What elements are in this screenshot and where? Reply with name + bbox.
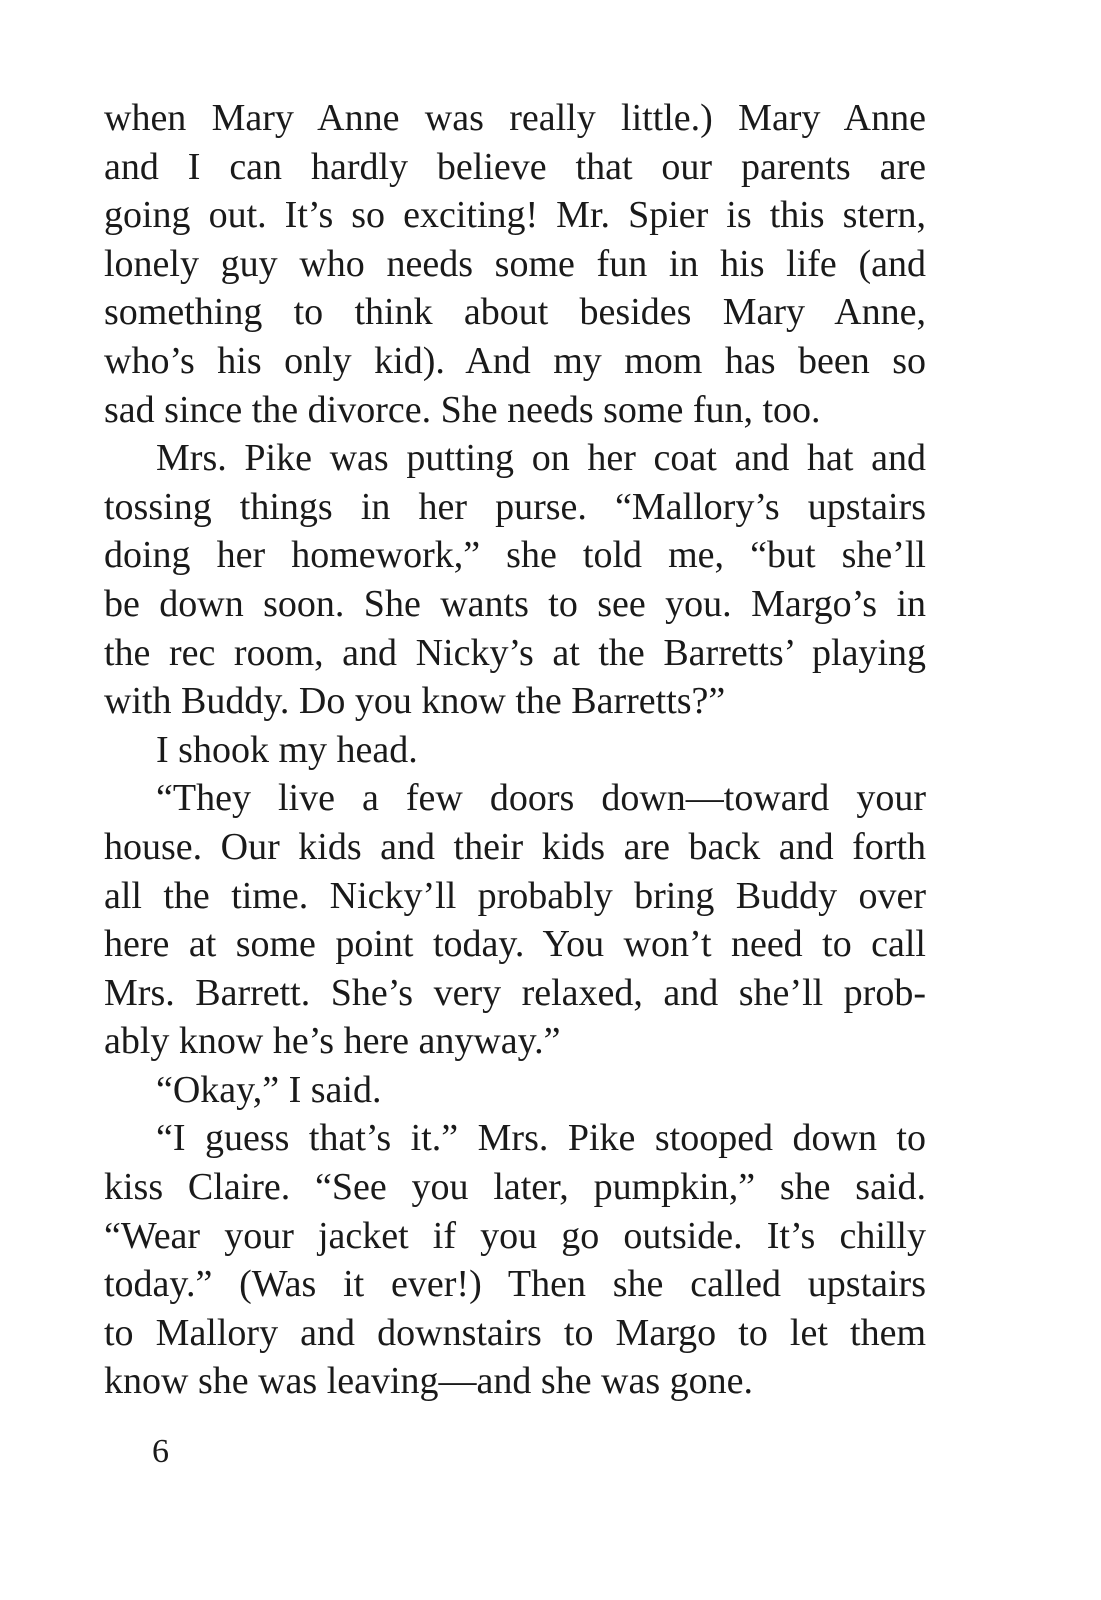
text-line: all the time. Nicky’ll probably bring Buddy over <box>104 874 926 917</box>
body-text <box>104 94 926 1406</box>
text-line: “I guess that’s it.” Mrs. Pike stooped down to <box>156 1117 926 1160</box>
text-line: going out. It’s so exciting! Mr. Spier is this stern, <box>104 194 926 237</box>
text-line: Mrs. Pike was putting on her coat and hat and <box>156 437 926 480</box>
text-line: I shook my head. <box>156 728 418 771</box>
text-line: something to think about besides Mary Anne, <box>104 291 926 334</box>
text-line: “Okay,” I said. <box>156 1068 382 1111</box>
page-number: 6 <box>152 1433 169 1470</box>
text-line: kiss Claire. “See you later, pumpkin,” she said. <box>104 1166 926 1209</box>
text-line: when Mary Anne was really little.) Mary Anne <box>104 97 926 139</box>
text-line: here at some point today. You won’t need to call <box>104 923 926 966</box>
text-line: the rec room, and Nicky’s at the Barretts’ playing <box>104 631 926 674</box>
text-line: be down soon. She wants to see you. Margo’s in <box>104 582 926 625</box>
text-line: doing her homework,” she told me, “but she’ll <box>104 534 926 577</box>
text-line: “Wear your jacket if you go outside. It’s chilly <box>104 1214 926 1257</box>
text-line: with Buddy. Do you know the Barretts?” <box>104 680 726 723</box>
text-line: know she was leaving—and she was gone. <box>104 1360 754 1403</box>
text-line: “They live a few doors down—toward your <box>156 777 926 820</box>
text-line: tossing things in her purse. “Mallory’s upstairs <box>104 485 926 528</box>
text-line: Mrs. Barrett. She’s very relaxed, and she’ll prob- <box>104 971 926 1014</box>
text-line: lonely guy who needs some fun in his life (and <box>104 242 926 285</box>
text-line: who’s his only kid). And my mom has been so <box>104 339 926 382</box>
text-line: to Mallory and downstairs to Margo to let them <box>104 1311 926 1354</box>
text-line: ably know he’s here anyway.” <box>104 1020 561 1063</box>
text-line: and I can hardly believe that our parents are <box>104 145 926 188</box>
text-line: today.” (Was it ever!) Then she called upstairs <box>104 1263 926 1306</box>
text-line: house. Our kids and their kids are back and forth <box>104 825 926 868</box>
text-line: sad since the divorce. She needs some fun, too. <box>104 388 821 431</box>
